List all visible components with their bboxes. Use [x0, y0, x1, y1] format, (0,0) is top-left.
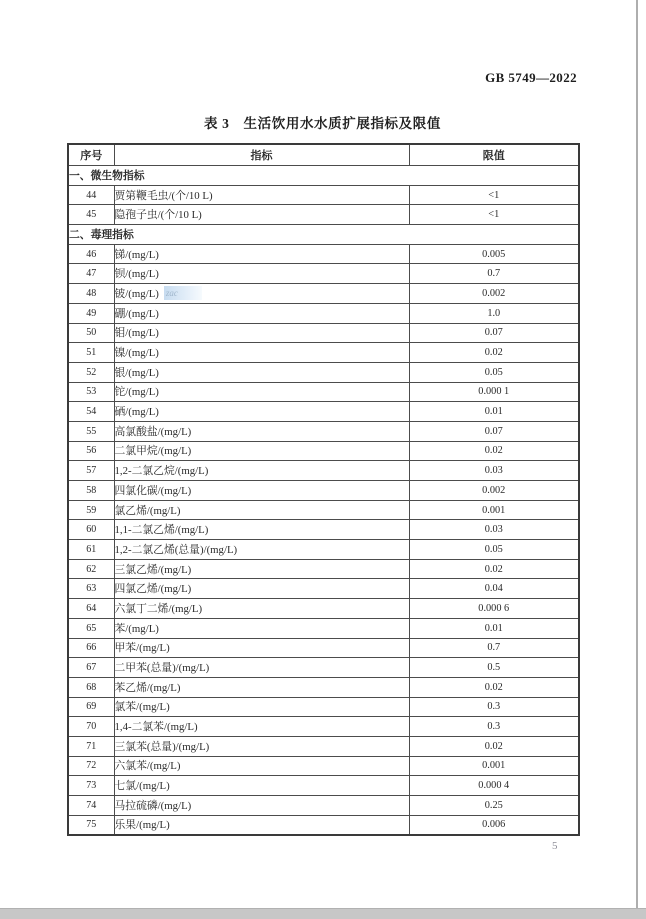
cell-index: 54: [68, 402, 114, 422]
cell-index: 46: [68, 244, 114, 264]
cell-limit: 0.07: [409, 421, 579, 441]
cell-limit: 0.02: [409, 441, 579, 461]
cell-index: 58: [68, 481, 114, 501]
cell-indicator: 1,4-二氯苯/(mg/L): [114, 717, 409, 737]
cell-index: 48: [68, 284, 114, 304]
cell-index: 56: [68, 441, 114, 461]
cell-index: 57: [68, 461, 114, 481]
cell-limit: 0.01: [409, 618, 579, 638]
cell-indicator: 1,2-二氯乙烷/(mg/L): [114, 461, 409, 481]
table-row: [68, 717, 579, 737]
cell-indicator: 甲苯/(mg/L): [114, 638, 409, 658]
section-row: [68, 166, 579, 186]
cell-indicator: 硒/(mg/L): [114, 402, 409, 422]
cell-index: 44: [68, 185, 114, 205]
standard-code: GB 5749—2022: [485, 70, 577, 85]
cell-indicator: 钡/(mg/L): [114, 264, 409, 284]
table-row: [68, 540, 579, 560]
cell-index: 75: [68, 815, 114, 835]
column-header-no: 序号: [68, 144, 114, 166]
cell-limit: <1: [409, 205, 579, 225]
cell-index: 45: [68, 205, 114, 225]
cell-index: 53: [68, 382, 114, 402]
cell-indicator: 三氯苯(总量)/(mg/L): [114, 736, 409, 756]
cell-index: 74: [68, 796, 114, 816]
cell-indicator: 四氯化碳/(mg/L): [114, 481, 409, 501]
table-row: [68, 736, 579, 756]
cell-limit: 0.01: [409, 402, 579, 422]
water-quality-table: [67, 143, 580, 836]
cell-limit: 0.7: [409, 638, 579, 658]
cell-index: 55: [68, 421, 114, 441]
cell-index: 63: [68, 579, 114, 599]
cell-indicator: 四氯乙烯/(mg/L): [114, 579, 409, 599]
cell-limit: 0.02: [409, 559, 579, 579]
cell-limit: 0.07: [409, 323, 579, 343]
table-row: [68, 481, 579, 501]
cell-index: 62: [68, 559, 114, 579]
table-row: [68, 599, 579, 619]
cell-index: 72: [68, 756, 114, 776]
table-row: [68, 244, 579, 264]
cell-limit: 0.005: [409, 244, 579, 264]
cell-index: 69: [68, 697, 114, 717]
column-header-limit: 限值: [409, 144, 579, 166]
table-row: [68, 205, 579, 225]
cell-indicator: 锑/(mg/L): [114, 244, 409, 264]
cell-limit: 0.02: [409, 343, 579, 363]
cell-indicator: 银/(mg/L): [114, 362, 409, 382]
table-row: [68, 796, 579, 816]
cell-indicator: 1,2-二氯乙烯(总量)/(mg/L): [114, 540, 409, 560]
cell-indicator: 乐果/(mg/L): [114, 815, 409, 835]
cell-limit: 0.3: [409, 717, 579, 737]
cell-indicator: 铊/(mg/L): [114, 382, 409, 402]
cell-index: 51: [68, 343, 114, 363]
cell-indicator: 钼/(mg/L): [114, 323, 409, 343]
section-label: 一、微生物指标: [68, 166, 579, 186]
cell-index: 71: [68, 736, 114, 756]
table-body: [68, 166, 579, 835]
cell-indicator: 三氯乙烯/(mg/L): [114, 559, 409, 579]
cell-index: 67: [68, 658, 114, 678]
watermark-highlight: zac: [164, 286, 202, 300]
table-row: [68, 421, 579, 441]
table-row: [68, 520, 579, 540]
table-title: 表 3 生活饮用水水质扩展指标及限值: [204, 116, 441, 131]
cell-index: 66: [68, 638, 114, 658]
cell-limit: 0.006: [409, 815, 579, 835]
cell-limit: 0.000 6: [409, 599, 579, 619]
cell-limit: 0.04: [409, 579, 579, 599]
cell-indicator: 七氯/(mg/L): [114, 776, 409, 796]
cell-indicator: 苯乙烯/(mg/L): [114, 677, 409, 697]
cell-indicator: 镍/(mg/L): [114, 343, 409, 363]
table-row: [68, 618, 579, 638]
table-row: [68, 362, 579, 382]
cell-limit: 0.02: [409, 736, 579, 756]
page-right-edge: [636, 0, 638, 908]
table-row: [68, 323, 579, 343]
table-row: [68, 638, 579, 658]
cell-index: 61: [68, 540, 114, 560]
cell-index: 47: [68, 264, 114, 284]
cell-indicator: 苯/(mg/L): [114, 618, 409, 638]
table-row: [68, 402, 579, 422]
cell-indicator: 六氯苯/(mg/L): [114, 756, 409, 776]
table-row: [68, 461, 579, 481]
cell-indicator: 高氯酸盐/(mg/L): [114, 421, 409, 441]
table-row: [68, 185, 579, 205]
cell-indicator: 贾第鞭毛虫/(个/10 L): [114, 185, 409, 205]
section-row: [68, 225, 579, 245]
cell-index: 50: [68, 323, 114, 343]
cell-indicator: 1,1-二氯乙烯/(mg/L): [114, 520, 409, 540]
cell-index: 70: [68, 717, 114, 737]
table-row: [68, 815, 579, 835]
cell-indicator: 氯乙烯/(mg/L): [114, 500, 409, 520]
cell-limit: 0.000 4: [409, 776, 579, 796]
cell-limit: 0.3: [409, 697, 579, 717]
table-row: [68, 382, 579, 402]
table-row: [68, 441, 579, 461]
section-label: 二、毒理指标: [68, 225, 579, 245]
cell-index: 52: [68, 362, 114, 382]
cell-limit: <1: [409, 185, 579, 205]
table-row: [68, 343, 579, 363]
cell-limit: 0.7: [409, 264, 579, 284]
column-header-indicator: 指标: [114, 144, 409, 166]
table-row: [68, 264, 579, 284]
cell-limit: 0.001: [409, 756, 579, 776]
table-row: [68, 284, 579, 304]
cell-limit: 0.001: [409, 500, 579, 520]
cell-index: 68: [68, 677, 114, 697]
cell-limit: 0.25: [409, 796, 579, 816]
cell-limit: 1.0: [409, 303, 579, 323]
cell-limit: 0.03: [409, 520, 579, 540]
cell-indicator: 氯苯/(mg/L): [114, 697, 409, 717]
cell-index: 60: [68, 520, 114, 540]
cell-limit: 0.5: [409, 658, 579, 678]
table-row: [68, 677, 579, 697]
cell-limit: 0.002: [409, 284, 579, 304]
cell-index: 65: [68, 618, 114, 638]
cell-index: 59: [68, 500, 114, 520]
table-row: [68, 776, 579, 796]
cell-indicator: 马拉硫磷/(mg/L): [114, 796, 409, 816]
cell-indicator: 硼/(mg/L): [114, 303, 409, 323]
table-row: [68, 559, 579, 579]
cell-limit: 0.03: [409, 461, 579, 481]
cell-limit: 0.05: [409, 362, 579, 382]
cell-indicator: 六氯丁二烯/(mg/L): [114, 599, 409, 619]
table-header: [68, 144, 579, 166]
cell-limit: 0.000 1: [409, 382, 579, 402]
page-number: 5: [552, 840, 558, 852]
cell-index: 49: [68, 303, 114, 323]
cell-indicator: 二氯甲烷/(mg/L): [114, 441, 409, 461]
page-bottom-edge: [0, 908, 646, 919]
cell-limit: 0.002: [409, 481, 579, 501]
cell-limit: 0.05: [409, 540, 579, 560]
cell-limit: 0.02: [409, 677, 579, 697]
table-row: [68, 579, 579, 599]
table-row: [68, 500, 579, 520]
table-row: [68, 658, 579, 678]
cell-index: 64: [68, 599, 114, 619]
cell-indicator: 铍/(mg/L) zac: [114, 284, 409, 304]
cell-indicator: 隐孢子虫/(个/10 L): [114, 205, 409, 225]
table-row: [68, 697, 579, 717]
cell-index: 73: [68, 776, 114, 796]
table-header-row: [68, 144, 579, 166]
table-row: [68, 303, 579, 323]
table-row: [68, 756, 579, 776]
cell-indicator: 二甲苯(总量)/(mg/L): [114, 658, 409, 678]
